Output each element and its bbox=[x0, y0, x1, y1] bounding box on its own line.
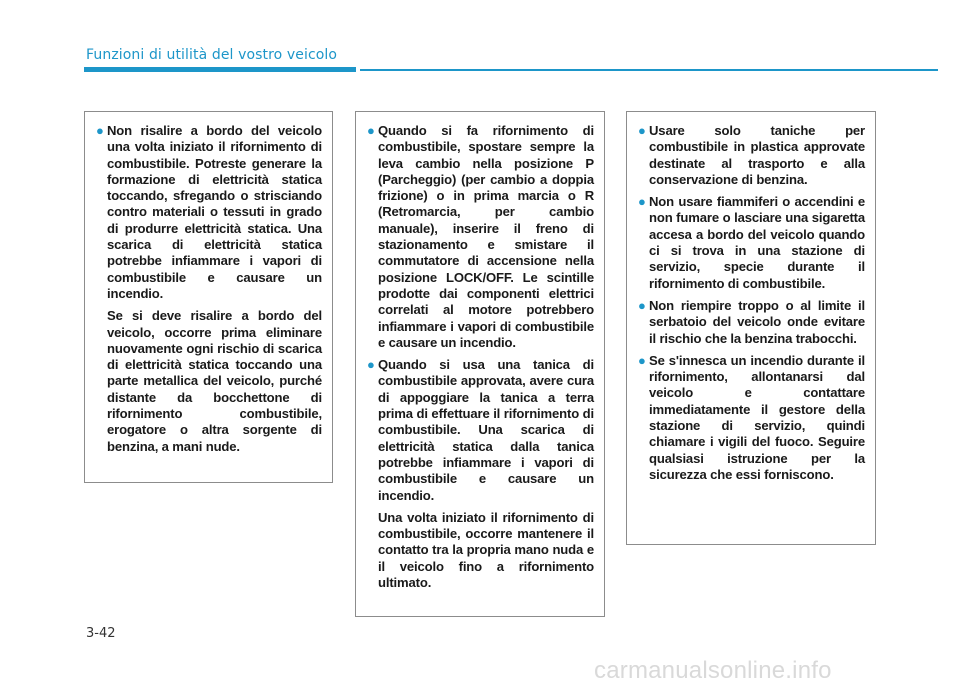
warning-item bbox=[637, 353, 865, 483]
bullet-icon: ● bbox=[638, 123, 646, 138]
bullet-icon: ● bbox=[638, 297, 646, 313]
bullet-icon: ● bbox=[638, 194, 646, 210]
warning-text: Usare solo taniche per combustibile in plastica approvate destinate al trasporto e alla conservazione di benzina. bbox=[649, 123, 865, 187]
warning-item bbox=[637, 123, 865, 188]
warning-item bbox=[637, 298, 865, 347]
warning-text: Se s'innesca un incendio durante il rifornimento, allontanarsi dal veicolo e contattare immediatamente il gestore della stazione di servizio, quindi chiamare i vigili del fuoco. Seguire qualsiasi istruzione per la sicurezza che essi forniscono. bbox=[649, 352, 865, 482]
page-number: 3-42 bbox=[86, 626, 116, 641]
warning-box-1 bbox=[84, 111, 333, 483]
watermark: carmanualsonline.info bbox=[594, 657, 832, 684]
warning-continuation: Se si deve risalire a bordo del veicolo, occorre prima eliminare nuovamente ogni rischio di scarica di elettricità statica toccando una parte metallica del veicolo, purché distante da bocchettone di rifornimento combustibile, erogatore o altra sorgente di benzina, a mani nude. bbox=[107, 308, 322, 454]
header-rule-thin bbox=[360, 69, 938, 71]
warning-item bbox=[637, 194, 865, 292]
warning-text: Quando si usa una tanica di combustibile approvata, avere cura di appoggiare la tanica a terra prima di effettuare il rifornimento di combustibile. Una scarica di elettricità statica dalla tanica potrebbe infiammare i vapori di combustibile e causare un incendio. bbox=[378, 357, 594, 503]
header-rule-thick bbox=[84, 67, 356, 72]
warning-continuation: Una volta iniziato il rifornimento di combustibile, occorre mantenere il contatto tra la propria mano nuda e il veicolo fino a rifornimento ultimato. bbox=[378, 509, 594, 591]
warning-text: Non usare fiammiferi o accendini e non fumare o lasciare una sigaretta accesa a bordo del veicolo quando ci si trova in una stazione di servizio, specie durante il rifornimento di combustibile. bbox=[649, 194, 865, 291]
bullet-icon: ● bbox=[367, 357, 375, 373]
warning-text: Non risalire a bordo del veicolo una volta iniziato il rifornimento di combustibile. Potreste generare la formazione di elettricità statica toccando, sfregando o strisciando contro materiali o tessuti in grado di produrre elettricità statica. Una scarica di elettricità statica potrebbe infiammare i vapori di combustibile e causare un incendio. bbox=[107, 123, 322, 301]
warning-text: Quando si fa rifornimento di combustibile, spostare sempre la leva cambio nella posizione P (Parcheggio) (per cambio a doppia frizione) o in prima marcia o R (Retromarcia, per cambio manuale), inserire il freno di stazionamento e smistare il commutatore di accensione nella posizione LOCK/OFF. Le scintille prodotte dai componenti elettrici correlati al motore potrebbero infiammare i vapori di combustibile e causare un incendio. bbox=[378, 123, 594, 350]
section-title: Funzioni di utilità del vostro veicolo bbox=[86, 47, 338, 63]
bullet-icon: ● bbox=[638, 352, 646, 368]
warning-item bbox=[95, 123, 322, 302]
bullet-icon: ● bbox=[96, 123, 104, 138]
bullet-icon: ● bbox=[367, 123, 375, 138]
warning-text: Non riempire troppo o al limite il serbatoio del veicolo onde evitare il rischio che la benzina trabocchi. bbox=[649, 297, 865, 346]
warning-item bbox=[366, 357, 594, 504]
warning-box-2 bbox=[355, 111, 605, 617]
warning-box-3 bbox=[626, 111, 876, 545]
warning-item bbox=[366, 123, 594, 351]
